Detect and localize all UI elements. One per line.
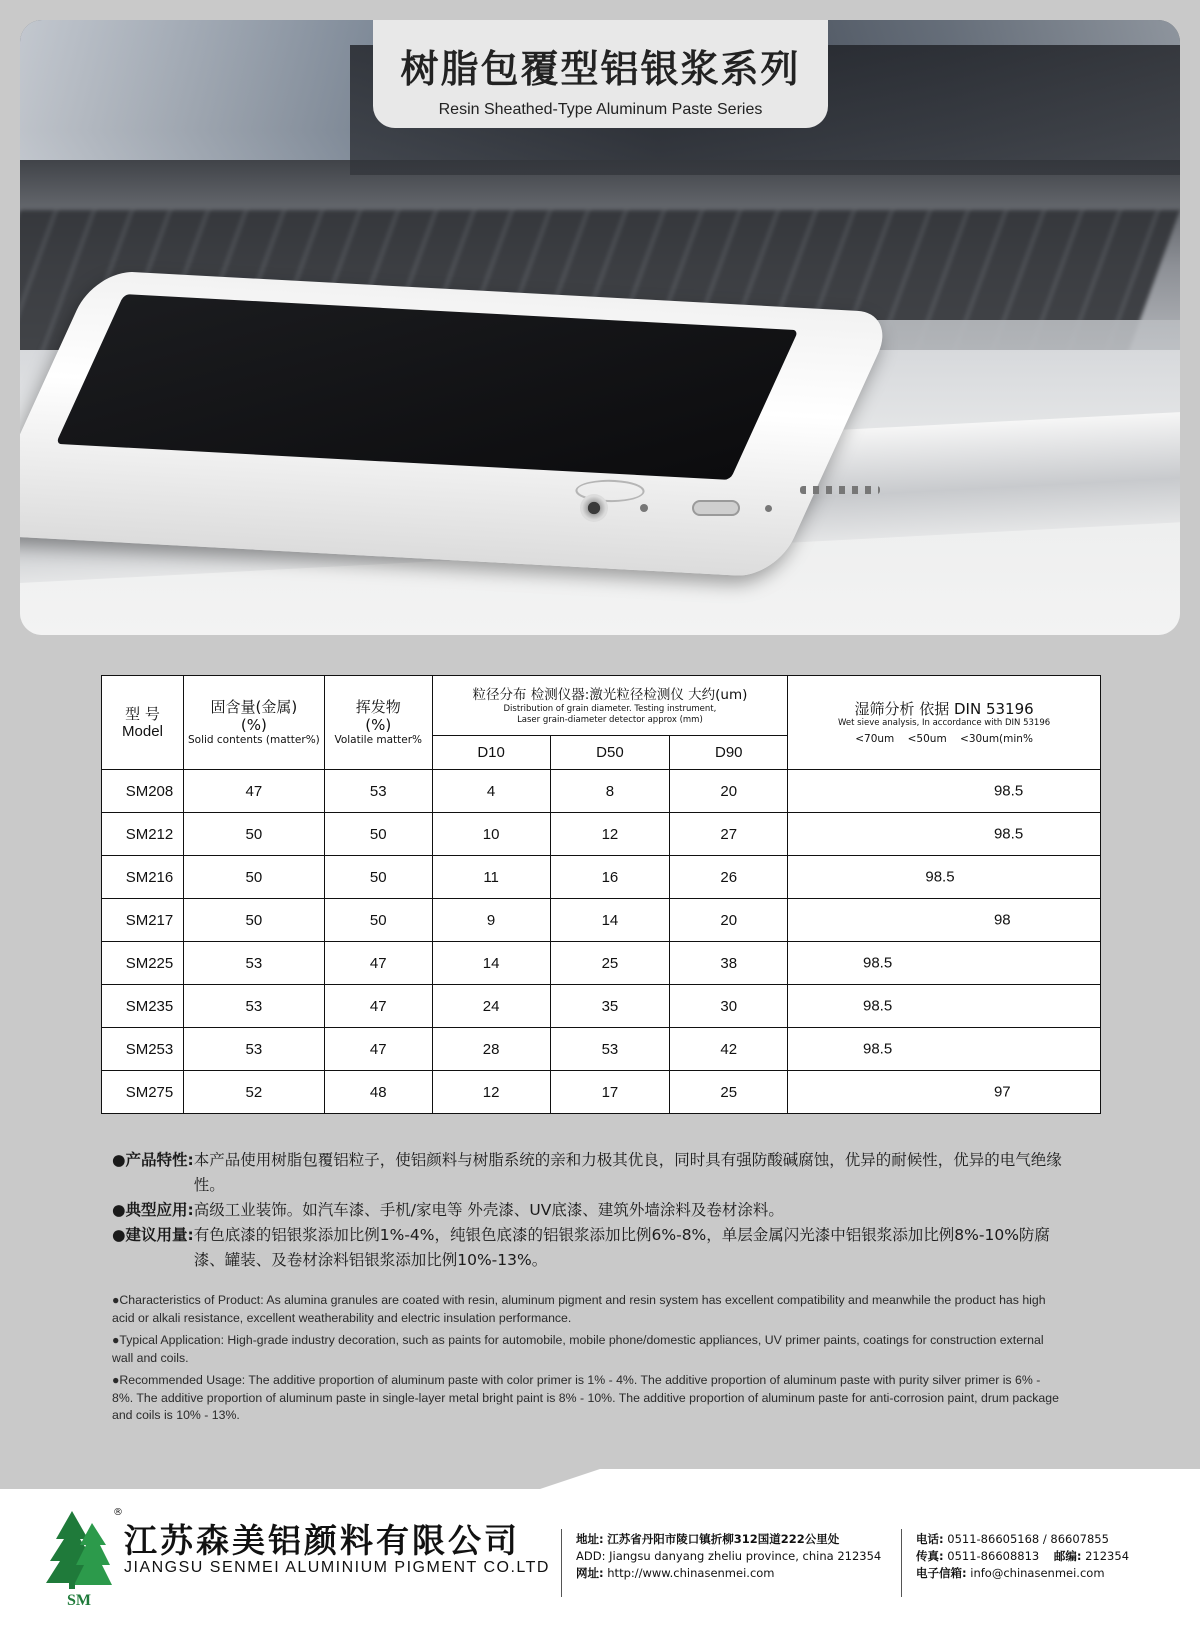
- cell-solid: 50: [183, 856, 324, 899]
- cell-solid: 53: [183, 942, 324, 985]
- spec-table: [101, 675, 1101, 1114]
- header-wet-sieve: 湿筛分析 依据 DIN 53196 Wet sieve analysis, In accordance with DIN 53196 <70um <50um <30um(min%: [788, 676, 1101, 770]
- contact-block: 电话: 0511-86605168 / 86607855 传真: 0511-86608813 邮编: 212354 电子信箱: info@chinasenmei.com: [916, 1532, 1130, 1580]
- cell-wet-sieve: 98.5: [788, 942, 1101, 985]
- table-row: [102, 770, 1101, 813]
- cell-model: SM235: [102, 985, 184, 1028]
- cell-volatile: 47: [324, 1028, 432, 1071]
- table-row: [102, 985, 1101, 1028]
- cell-d10: 24: [432, 985, 550, 1028]
- table-row: [102, 1028, 1101, 1071]
- table-row: [102, 942, 1101, 985]
- cell-solid: 53: [183, 985, 324, 1028]
- table-row: [102, 856, 1101, 899]
- cell-model: SM275: [102, 1071, 184, 1114]
- cell-model: SM225: [102, 942, 184, 985]
- cell-d50: 16: [550, 856, 670, 899]
- cell-d90: 42: [670, 1028, 788, 1071]
- website-link[interactable]: http://www.chinasenmei.com: [607, 1566, 775, 1580]
- cell-wet-sieve: 98.5: [788, 770, 1101, 813]
- table-row: [102, 1071, 1101, 1114]
- cell-d50: 35: [550, 985, 670, 1028]
- email-link[interactable]: info@chinasenmei.com: [970, 1566, 1105, 1580]
- title-tab: [373, 20, 828, 128]
- cell-wet-sieve: 97: [788, 1071, 1101, 1114]
- cell-d10: 9: [432, 899, 550, 942]
- cell-volatile: 48: [324, 1071, 432, 1114]
- note-en-application: ●Typical Application: High-grade industry decoration, such as paints for automobile, mobile phone/domestic appliances, UV primer paints, coatings for construction external wall and coils.: [112, 1333, 1044, 1365]
- cell-d10: 12: [432, 1071, 550, 1114]
- note-cn-application: ●典型应用: 高级工业装饰。如汽车漆、手机/家电等 外壳漆、UV底漆、建筑外墙涂料及卷材涂料。: [112, 1201, 784, 1219]
- cell-wet-sieve: 98.5: [788, 813, 1101, 856]
- cell-d10: 4: [432, 770, 550, 813]
- cell-volatile: 50: [324, 899, 432, 942]
- header-solid: 固含量(金属) (%) Solid contents (matter%): [183, 676, 324, 770]
- registered-mark: ®: [113, 1507, 123, 1518]
- page-title: 树脂包覆型铝银浆系列: [400, 47, 801, 91]
- cell-d90: 27: [670, 813, 788, 856]
- header-d90: D90: [670, 736, 788, 770]
- header-grain: 粒径分布 检测仪器:激光粒径检测仪 大约(um) Distribution of grain diameter. Testing instrument, Laser grain-diameter detector approx (mm): [432, 676, 787, 736]
- note-cn-characteristics: ●产品特性: 本产品使用树脂包覆铝粒子，使铝颜料与树脂系统的亲和力极其优良，同时具有强防酸碱腐蚀，优异的耐候性，优异的电气绝缘性。: [112, 1151, 1062, 1194]
- cell-volatile: 47: [324, 985, 432, 1028]
- cell-d50: 12: [550, 813, 670, 856]
- cell-model: SM208: [102, 770, 184, 813]
- cell-d10: 10: [432, 813, 550, 856]
- cell-d90: 38: [670, 942, 788, 985]
- header-d50: D50: [550, 736, 670, 770]
- cell-model: SM212: [102, 813, 184, 856]
- phone-illustration: [20, 270, 897, 578]
- note-cn-usage: ●建议用量: 有色底漆的铝银浆添加比例1%-4%，纯银色底漆的铝银浆添加比例6%-8%，单层金属闪光漆中铝银浆添加比例8%-10%防腐漆、罐装、及卷材涂料铝银浆添加比例10%-13%。: [112, 1226, 1050, 1269]
- svg-text:SM: SM: [67, 1592, 91, 1607]
- notes-chinese: [112, 1148, 1072, 1273]
- header-d10: D10: [432, 736, 550, 770]
- cell-d50: 14: [550, 899, 670, 942]
- cell-d90: 20: [670, 899, 788, 942]
- company-name-cn: 江苏森美铝颜料有限公司: [124, 1521, 520, 1560]
- cell-volatile: 47: [324, 942, 432, 985]
- address-block: 地址: 江苏省丹阳市陵口镇折柳312国道222公里处 ADD: Jiangsu danyang zheliu province, china 212354 网址: http://www.chinasenmei.com: [576, 1532, 882, 1580]
- cell-solid: 50: [183, 813, 324, 856]
- cell-solid: 47: [183, 770, 324, 813]
- cell-model: SM253: [102, 1028, 184, 1071]
- cell-wet-sieve: 98.5: [788, 1028, 1101, 1071]
- page-subtitle: Resin Sheathed-Type Aluminum Paste Series: [438, 101, 763, 118]
- cell-d10: 28: [432, 1028, 550, 1071]
- cell-d90: 26: [670, 856, 788, 899]
- cell-d90: 25: [670, 1071, 788, 1114]
- note-en-usage: ●Recommended Usage: The additive proportion of aluminum paste with color primer is 1% - 4%. The additive proportion of aluminum paste with purity silver primer is 6% - 8%. The additive proportion of aluminum paste in single-layer metal bright paint is 8% - 10%. The additive proportion of aluminum paste for anti-corrosion paint, drum package and coils is 10% - 13%.: [112, 1373, 1059, 1422]
- cell-wet-sieve: 98.5: [788, 856, 1101, 899]
- cell-wet-sieve: 98.5: [788, 985, 1101, 1028]
- table-row: [102, 813, 1101, 856]
- cell-d10: 14: [432, 942, 550, 985]
- notes-english: [112, 1292, 1064, 1430]
- cell-d10: 11: [432, 856, 550, 899]
- cell-d90: 30: [670, 985, 788, 1028]
- cell-d50: 25: [550, 942, 670, 985]
- cell-d50: 53: [550, 1028, 670, 1071]
- cell-volatile: 50: [324, 813, 432, 856]
- header-volatile: 挥发物 (%) Volatile matter%: [324, 676, 432, 770]
- cell-wet-sieve: 98: [788, 899, 1101, 942]
- note-en-characteristics: ●Characteristics of Product: As alumina granules are coated with resin, aluminum pigment and resin system has excellent compatibility and meanwhile the product has high acid or alkali resistance, excellent weatherability and electric insulation performance.: [112, 1293, 1046, 1325]
- cell-d50: 17: [550, 1071, 670, 1114]
- footer: [0, 1489, 1200, 1629]
- cell-solid: 52: [183, 1071, 324, 1114]
- cell-volatile: 50: [324, 856, 432, 899]
- cell-solid: 53: [183, 1028, 324, 1071]
- cell-solid: 50: [183, 899, 324, 942]
- cell-volatile: 53: [324, 770, 432, 813]
- table-row: [102, 899, 1101, 942]
- header-model: 型 号 Model: [102, 676, 184, 770]
- company-logo-icon: [42, 1509, 116, 1607]
- cell-model: SM216: [102, 856, 184, 899]
- company-name-en: JIANGSU SENMEI ALUMINIUM PIGMENT CO.LTD: [124, 1559, 550, 1576]
- cell-model: SM217: [102, 899, 184, 942]
- cell-d90: 20: [670, 770, 788, 813]
- cell-d50: 8: [550, 770, 670, 813]
